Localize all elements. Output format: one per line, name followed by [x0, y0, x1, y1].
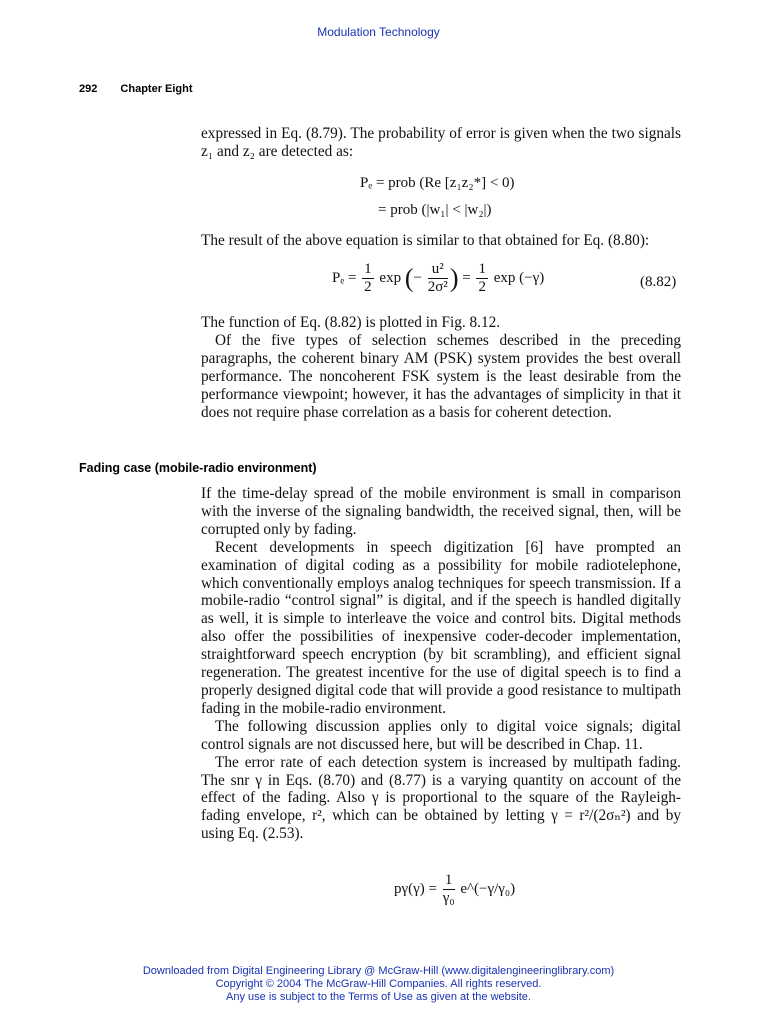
eq-882-lhs: Pₑ = — [332, 269, 357, 286]
footer-line-1[interactable]: Downloaded from Digital Engineering Library @ McGraw-Hill (www.digitalengineeringlibrary.com) — [142, 965, 615, 977]
eq-882-half-1: $\frac{1}{2}$ — [364, 261, 372, 295]
eq-882-exp-1: exp — [379, 269, 402, 286]
equation-pe-line1: Pₑ = prob (Re [z₁z₂*] < 0) — [360, 175, 515, 191]
eq-pdf-rhs: e^(−γ/γ₀) — [460, 880, 516, 897]
equation-pdf — [394, 872, 515, 907]
result-sentence-text: The result of the above equation is similar to that obtained for Eq. (8.80): — [201, 232, 650, 249]
para-fading-1: If the time-delay spread of the mobile environment is small in comparison with the inverse of the signaling bandwidth, the received signal, then, will be corrupted only by fading. — [201, 485, 681, 538]
eq-882-minus: − — [413, 269, 422, 286]
footer-line-2[interactable]: Copyright © 2004 The McGraw-Hill Companies. All rights reserved. — [215, 978, 542, 990]
eq-pdf-lhs: pγ(γ) = — [394, 880, 437, 897]
top-paragraph — [201, 125, 681, 161]
equation-label-8-82: (8.82) — [640, 274, 677, 290]
equation-8-82: Pₑ = $\frac{1}{2}$ exp (− $\frac{\text{u²}}{\text{2σ²}}$ ) = $\frac{1}{2}$ exp (−γ) — [332, 261, 545, 295]
page-header — [79, 83, 193, 95]
running-title[interactable]: Modulation Technology — [317, 25, 440, 39]
eq-882-equals: = — [462, 269, 471, 286]
eq-882-rhs: exp (−γ) — [493, 269, 545, 286]
eq-882-half-2: $\frac{1}{2}$ — [478, 261, 486, 295]
chapter-title: Chapter Eight — [120, 83, 193, 95]
section-heading: Fading case (mobile-radio environment) — [79, 461, 317, 475]
para-fading-2: Recent developments in speech digitization [6] have prompted an examination of digital coding as a possibility for mobile radiotelephone, which conventionally employs analog techniques for speech transmission. If a mobile-radio “control signal” is digital, and if the speech is handled digitally as well, it is simple to interleave the voice and control bits. Digital methods also offer the possibilities of inexpensive coder-decoder implementation, straightforward speech encryption (by bit scrambling), and efficient signal regeneration. The greatest incentive for the use of digital speech is to find a properly designed digital code that will provide a good resistance to multipath fading in the mobile-radio environment. — [201, 538, 681, 717]
equation-pe-line2: = prob (|w₁| < |w₂|) — [378, 202, 492, 218]
eq-882-u-frac: $\frac{\text{u²}}{\text{2σ²}}$ — [427, 261, 448, 295]
footer — [0, 965, 757, 1004]
paragraph-block-1 — [201, 314, 681, 421]
result-sentence — [201, 232, 681, 250]
para-five-types: Of the five types of selection schemes described in the preceding paragraphs, the coherent binary AM (PSK) system provides the best overall performance. The noncoherent FSK system is the least desirable from the performance viewpoint; however, it has the advantages of simplicity in that it does not require phase correlation as a basis for coherent detection. — [201, 331, 681, 421]
para-fading-3: The following discussion applies only to digital voice signals; digital control signals are not discussed here, but will be described in Chap. 11. — [201, 717, 681, 753]
paragraph-block-2 — [201, 485, 681, 843]
para-fading-4: The error rate of each detection system is increased by multipath fading. The snr γ in Eqs. (8.70) and (8.77) is a varying quantity on account of the effect of the fading. Also γ is proportional to the square of the Rayleigh-fading envelope, r², which can be obtained by letting γ = r²/(2σₙ²) and by using Eq. (2.53). — [201, 753, 681, 843]
footer-line-3[interactable]: Any use is subject to the Terms of Use as given at the website. — [226, 991, 531, 1003]
eq-pdf-frac: $\frac{1}{\text{γ₀}}$ — [442, 872, 455, 906]
para-plot: The function of Eq. (8.82) is plotted in Fig. 8.12. — [201, 314, 501, 331]
top-paragraph-text: expressed in Eq. (8.79). The probability of error is given when the two signals z₁ and z₂ are detected as: — [201, 125, 681, 160]
page-number: 292 — [79, 83, 98, 95]
